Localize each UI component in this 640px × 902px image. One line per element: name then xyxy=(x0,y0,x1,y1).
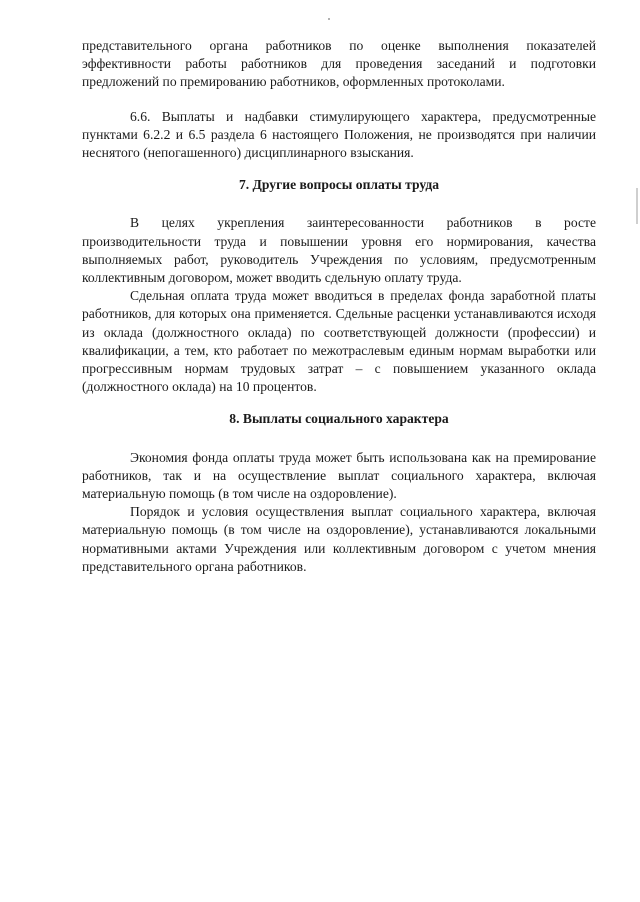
intro-paragraph: представительного органа работников по оценке выполнения показателей эффективности работы работников для проведения заседаний и подготовки предложений по премированию работников, оформленных протоколами. xyxy=(82,38,596,90)
section-8-paragraph-1: Экономия фонда оплаты труда может быть использована как на премирование работников, так и на осуществление выплат социального характера, включая материальную помощь (в том числе на оздоровление). xyxy=(82,449,596,502)
scan-edge-mark xyxy=(636,188,638,224)
spacer xyxy=(82,162,596,176)
section-8-heading: 8. Выплаты социального характера xyxy=(229,411,449,427)
spacer xyxy=(82,194,596,214)
section-7-paragraph-1: В целях укрепления заинтересованности работников в росте производительности труда и повышении уровня его нормирования, качества выполняемых работ, руководитель Учреждения по условиям, предусмотренным коллективным договором, может вводить сдельную оплату труда. xyxy=(82,215,596,286)
section-7-paragraph-2: Сдельная оплата труда может вводиться в пределах фонда заработной платы работников, для которых она применяется. Сдельные расценки устанавливаются исходя из оклада (должностного оклада) по соответствующей должности (профессии) и квалификации, а тем, кто работает по межотраслевым единым нормам выработки или прогрессивным нормам трудовых затрат – с повышением указанного оклада (должностного оклада) на 10 процентов. xyxy=(82,288,596,395)
spacer xyxy=(82,396,596,410)
spacer xyxy=(82,92,596,108)
section-7-heading: 7. Другие вопросы оплаты труда xyxy=(238,177,440,193)
spacer xyxy=(82,429,596,449)
clause-6-6: 6.6. Выплаты и надбавки стимулирующего характера, предусмотренные пунктами 6.2.2 и 6.5 раздела 6 настоящего Положения, не производятся при наличии неснятого (непогашенного) дисциплинарного взыскания. xyxy=(82,108,596,161)
document-page xyxy=(82,37,596,576)
section-8-paragraph-2: Порядок и условия осуществления выплат социального характера, включая материальную помощь (в том числе на оздоровление), устанавливаются локальными нормативными актами Учреждения или коллективным договором с учетом мнения представительного органа работников. xyxy=(82,504,596,574)
scan-speck xyxy=(328,18,330,20)
